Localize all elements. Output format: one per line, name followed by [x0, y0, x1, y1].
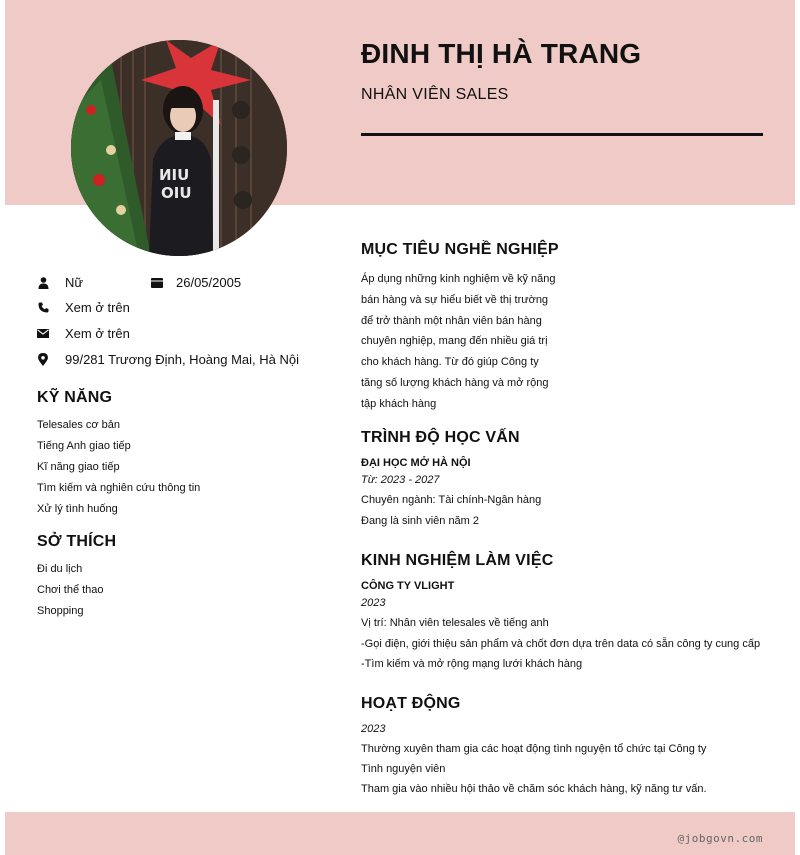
education-period: Từ: 2023 - 2027 [361, 474, 440, 486]
calendar-icon [151, 277, 163, 289]
footer-band [5, 812, 795, 855]
objective-line: chuyên nghiệp, mang đến nhiều giá trị [361, 335, 548, 348]
svg-text:ОIU: ОIU [161, 184, 192, 202]
objective-line: bán hàng và sự hiểu biết về thị trường [361, 293, 549, 306]
skill-item: Telesales cơ bản [37, 419, 121, 431]
hobby-item: Đi du lịch [37, 563, 83, 575]
education-line: Đang là sinh viên năm 2 [361, 514, 480, 527]
education-section [361, 429, 771, 531]
gender-value: Nữ [65, 275, 84, 290]
objective-section [361, 241, 771, 415]
skill-item: Xử lý tình huống [37, 503, 118, 515]
activities-section [361, 695, 771, 799]
gender-row [37, 275, 83, 290]
mail-icon [37, 328, 49, 340]
profile-photo [71, 40, 287, 256]
skills-heading: KỸ NĂNG [37, 389, 113, 406]
objective-line: tập khách hàng [361, 397, 437, 410]
phone-row [37, 300, 130, 315]
person-icon [37, 277, 49, 289]
education-heading: TRÌNH ĐỘ HỌC VẤN [361, 429, 520, 446]
birthdate-value: 26/05/2005 [176, 275, 242, 290]
svg-text:ИIU: ИIU [159, 166, 190, 184]
company-name: CÔNG TY VLIGHT [361, 580, 455, 592]
phone-icon [37, 302, 49, 314]
skill-item: Kĩ năng giao tiếp [37, 461, 120, 473]
experience-year: 2023 [361, 597, 386, 609]
hobby-item: Chơi thể thao [37, 584, 104, 596]
location-pin-icon [37, 354, 49, 366]
address-value: 99/281 Trương Định, Hoàng Mai, Hà Nội [65, 352, 300, 367]
experience-heading: KINH NGHIỆM LÀM VIỆC [361, 552, 554, 569]
candidate-name: ĐINH THỊ HÀ TRANG [361, 38, 642, 69]
activity-line: Thường xuyên tham gia các hoạt động tình nguyện tổ chức tại Công ty [361, 743, 707, 755]
skill-item: Tiếng Anh giao tiếp [37, 440, 131, 452]
objective-line: cho khách hàng. Từ đó giúp Công ty [361, 356, 539, 369]
activity-line: Tham gia vào nhiều hội thảo về chăm sóc khách hàng, kỹ năng tư vấn. [361, 783, 707, 795]
objective-line: để trở thành một nhân viên bán hàng [361, 314, 542, 327]
address-row [37, 352, 299, 367]
experience-line: -Gọi điện, giới thiệu sản phẩm và chốt đơn dựa trên data có sẵn công ty cung cấp [361, 637, 761, 650]
activity-line: Tình nguyện viên [361, 763, 446, 775]
activities-heading: HOẠT ĐỘNG [361, 695, 461, 712]
experience-line: -Tìm kiếm và mở rộng mạng lưới khách hàng [361, 658, 583, 670]
hobby-item: Shopping [37, 605, 84, 617]
cv-page [5, 0, 795, 855]
footer-watermark: @jobgovn.com [677, 832, 763, 845]
experience-line: Vị trí: Nhân viên telesales về tiếng anh [361, 617, 549, 629]
phone-value: Xem ở trên [65, 300, 130, 315]
skills-list [37, 418, 200, 523]
hobbies-heading: SỞ THÍCH [37, 533, 117, 550]
email-value: Xem ở trên [65, 326, 130, 341]
objective-line: Áp dụng những kinh nghiệm về kỹ năng [361, 273, 556, 285]
school-name: ĐẠI HỌC MỞ HÀ NỘI [361, 457, 471, 469]
experience-section [361, 552, 771, 675]
title-divider [361, 133, 763, 136]
skill-item: Tìm kiếm và nghiên cứu thông tin [37, 482, 201, 494]
objective-heading: MỤC TIÊU NGHỀ NGHIỆP [361, 241, 559, 258]
job-title: NHÂN VIÊN SALES [361, 86, 509, 103]
birthdate-row [151, 275, 241, 290]
objective-line: tăng số lượng khách hàng và mở rộng [361, 376, 549, 389]
education-line: Chuyên ngành: Tài chính-Ngân hàng [361, 494, 542, 506]
hobbies-list [37, 562, 104, 625]
email-row [37, 326, 130, 341]
activities-year: 2023 [361, 723, 386, 735]
